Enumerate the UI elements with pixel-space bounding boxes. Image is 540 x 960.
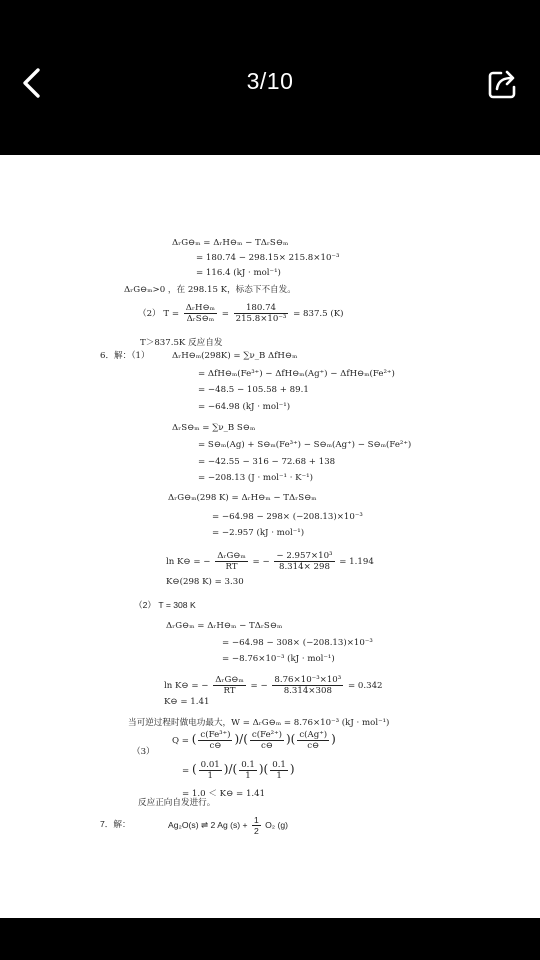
eq-quotient-values	[182, 760, 295, 781]
fraction	[239, 760, 257, 781]
document-page[interactable]	[0, 155, 540, 918]
eq-part: （2） T =	[138, 309, 180, 319]
eq-lnk	[166, 551, 374, 572]
eq-part: = −	[250, 681, 268, 691]
eq-line: = −64.98 − 308× (−208.13)×10⁻³	[222, 638, 373, 648]
eq-line: = −64.98 − 298× (−208.13)×10⁻³	[212, 512, 363, 522]
eq-line: = 180.74 − 298.15× 215.8×10⁻³	[196, 253, 340, 263]
eq-line: K⊖(298 K) = 3.30	[166, 577, 244, 587]
divide-sign: /	[228, 762, 233, 776]
question-label: 6．解：（1）	[100, 351, 150, 361]
paren-close: )	[223, 762, 229, 776]
eq-part: Ag₂O(s) ⇌ 2 Ag (s) +	[168, 819, 248, 830]
paren-open: (	[243, 732, 248, 746]
eq-line: ΔᵣH⊖ₘ(298K) = ∑ν_B ΔfH⊖ₘ	[172, 351, 298, 361]
denominator: ΔᵣS⊖ₘ	[186, 314, 215, 324]
eq-part: = 1.194	[339, 557, 374, 567]
numerator: 180.74	[234, 303, 289, 314]
denominator: c⊖	[307, 741, 320, 751]
fraction	[199, 760, 222, 781]
numerator: ΔᵣG⊖ₘ	[217, 551, 246, 561]
fraction	[184, 303, 217, 324]
fraction	[234, 303, 289, 324]
eq-line: ΔᵣG⊖ₘ(298 K) = ΔᵣH⊖ₘ − TΔᵣS⊖ₘ	[168, 493, 317, 503]
eq-temperature	[138, 303, 344, 324]
eq-line: ΔᵣS⊖ₘ = ∑ν_B S⊖ₘ	[172, 423, 256, 433]
denominator: RT	[225, 562, 238, 572]
eq-line: = 116.4 (kJ · mol⁻¹)	[196, 268, 281, 278]
eq-line: = 1.0 ＜ K⊖ = 1.41	[182, 789, 266, 799]
denominator: c⊖	[260, 741, 273, 751]
denominator: 2	[253, 826, 259, 836]
paren-open: (	[263, 762, 269, 776]
eq-part: =	[182, 766, 190, 776]
denominator: 1	[207, 771, 213, 781]
denominator: 1	[245, 771, 251, 781]
denominator: 1	[276, 771, 282, 781]
fraction	[213, 675, 246, 696]
fraction	[250, 730, 284, 751]
fraction	[270, 760, 288, 781]
question-label: （3）	[132, 747, 155, 757]
paren-close: )	[331, 732, 336, 746]
paren-open: (	[290, 732, 296, 746]
eq-part: O₂ (g)	[265, 819, 289, 830]
paren-open: (	[232, 762, 238, 776]
eq-line: = −42.55 − 316 − 72.68 + 138	[198, 457, 336, 467]
numerator: 0.1	[241, 760, 255, 770]
numerator: − 2.957×10³	[276, 551, 333, 561]
eq-part: =	[221, 309, 229, 319]
fraction	[198, 730, 232, 751]
fraction	[272, 675, 343, 696]
eq-line: = −48.5 − 105.58 + 89.1	[198, 385, 309, 395]
eq-quotient	[172, 730, 336, 751]
numerator: 0.1	[272, 760, 286, 770]
eq-part: = 837.5 (K)	[293, 309, 344, 319]
fraction	[252, 815, 261, 836]
numerator: 8.76×10⁻³×10³	[274, 675, 342, 685]
eq-reaction	[168, 815, 288, 836]
eq-lnk	[164, 675, 383, 696]
denominator: 8.314× 298	[278, 562, 330, 572]
paren-close: )	[258, 762, 264, 776]
text-line: （2） T = 308 K	[134, 600, 196, 610]
text-line: ΔᵣG⊖ₘ>0 ，在 298.15 K，标态下不自发。	[124, 285, 296, 295]
denominator: 215.8×10⁻³	[235, 314, 287, 324]
eq-line: = −208.13 (J · mol⁻¹ · K⁻¹)	[198, 473, 313, 483]
share-icon[interactable]	[487, 68, 519, 100]
eq-gibbs-def: ΔᵣG⊖ₘ = ΔᵣH⊖ₘ − TΔᵣS⊖ₘ	[172, 238, 289, 248]
eq-line: K⊖ = 1.41	[164, 697, 210, 707]
eq-line: ΔᵣG⊖ₘ = ΔᵣH⊖ₘ − TΔᵣS⊖ₘ	[166, 621, 283, 631]
text-line: T＞837.5K 反应自发	[140, 338, 223, 348]
numerator: ΔᵣH⊖ₘ	[185, 303, 215, 313]
numerator: 1	[253, 815, 259, 825]
paren-close: )	[234, 732, 240, 746]
eq-part: = −	[252, 557, 270, 567]
divide-sign: /	[239, 732, 244, 746]
fraction	[215, 551, 248, 572]
numerator: 0.01	[200, 760, 220, 770]
fraction	[274, 551, 334, 572]
denominator: 8.314×308	[283, 686, 332, 696]
numerator: c(Fe³⁺)	[200, 730, 231, 740]
paren-close: )	[285, 732, 291, 746]
numerator: c(Ag⁺)	[299, 730, 328, 740]
eq-part: ln K⊖ = −	[166, 557, 211, 567]
eq-line: = −8.76×10⁻³ (kJ · mol⁻¹)	[222, 654, 335, 664]
eq-part: = 0.342	[347, 681, 383, 691]
eq-line: = S⊖ₘ(Ag) + S⊖ₘ(Fe³⁺) − S⊖ₘ(Ag⁺) − S⊖ₘ(Fe²⁺)	[198, 440, 412, 450]
eq-line: = −2.957 (kJ · mol⁻¹)	[212, 528, 305, 538]
eq-part: ln K⊖ = −	[164, 681, 209, 691]
bottom-bar	[0, 918, 540, 960]
eq-line: = −64.98 (kJ · mol⁻¹)	[198, 402, 291, 412]
paren-open: (	[191, 762, 197, 776]
eq-line: = ΔfH⊖ₘ(Fe³⁺) − ΔfH⊖ₘ(Ag⁺) − ΔfH⊖ₘ(Fe²⁺)	[198, 369, 395, 379]
eq-part: Q =	[172, 736, 189, 746]
numerator: c(Fe²⁺)	[251, 730, 282, 740]
text-line: 当可逆过程时做电功最大，W = ΔᵣG⊖ₘ = 8.76×10⁻³ (kJ · mol⁻¹)	[128, 718, 390, 728]
paren-open: (	[191, 732, 197, 746]
page-counter: 3/10	[246, 68, 294, 94]
denominator: c⊖	[209, 741, 222, 751]
numerator: ΔᵣG⊖ₘ	[215, 675, 244, 685]
question-label: 7．解：	[100, 819, 131, 829]
fraction	[297, 730, 329, 751]
paren-close: )	[289, 762, 295, 776]
text-line: 反应正向自发进行。	[138, 798, 216, 808]
denominator: RT	[223, 686, 236, 696]
top-toolbar	[0, 0, 540, 155]
